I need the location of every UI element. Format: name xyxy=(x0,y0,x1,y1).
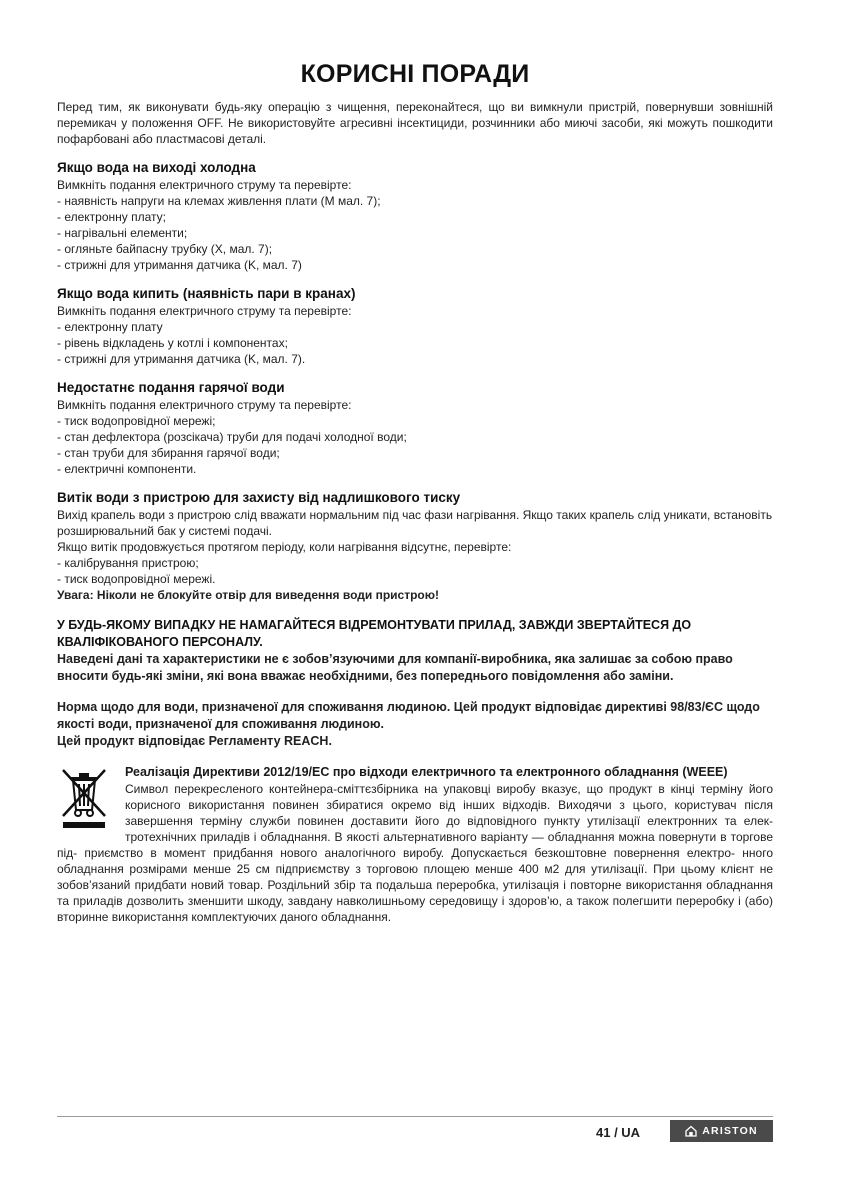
page-content xyxy=(57,60,773,925)
section-line: - тиск водопровідної мережі. xyxy=(57,572,216,586)
section-line: - електронну плату xyxy=(57,320,163,334)
page-number: 41 / UA xyxy=(596,1125,641,1140)
section-line: - стан дефлектора (розсікача) труби для подачі холодної води; xyxy=(57,430,407,444)
brand-name: ARISTON xyxy=(702,1125,758,1137)
page-title: КОРИСНІ ПОРАДИ xyxy=(300,60,530,88)
water-norm-text: Норма щодо для води, призначеної для споживання людиною. Цей продукт відповідає директиві 98/83/ЄС щодо якості води, призначеної для споживання людиною. xyxy=(57,700,760,731)
weee-text: Символ перекресленого контейнера-сміттєзбірника на упаковці виробу вказує, що продукт в кінці терміну його корисного використання повинен збиратися окремо від інших відходів. Виходячи з цього, користувач після завершення терміну служби повинен доставити його до відповідного пункту утилізації електронних та елек- тротехнічних приладів і обладнання. В якості альтернативного варіанту — обладнання можна повернути в торгове під- приємство в момент придбання нового аналогічного виробу. Допускається безкоштовне повернення електро- нного обладнання розмірами менше 25 см підприємству з торговою площею менше 400 м2 для утилізації. При цьому клієнт не зобов’язаний придбати новий товар. Роздільний збір та подальша переробка, утилізація і повторне використання обладнання та приладів дозволить зменшити шкоду, завдану навколишньому середовищу і здоров’ю, а також полегшити переробку і (або) вторинне використання комплектуючих даного обладнання. xyxy=(57,782,773,924)
section-line: Вимкніть подання електричного струму та перевірте: xyxy=(57,178,352,192)
reach-text: Цей продукт відповідає Регламенту REACH. xyxy=(57,734,332,748)
warning-text: Увага: Ніколи не блокуйте отвір для виведення води пристрою! xyxy=(57,588,439,602)
brand-logo xyxy=(670,1120,773,1142)
weee-title: Реалізація Директиви 2012/19/EC про відходи електричного та електронного обладнання (WEEE) xyxy=(125,765,728,779)
section-line: - калібрування пристрою; xyxy=(57,556,199,570)
section-line: Вимкніть подання електричного струму та перевірте: xyxy=(57,398,352,412)
section-line: - стан труби для збирання гарячої води; xyxy=(57,446,280,460)
section-boiling-water xyxy=(57,285,773,367)
section-line: - рівень відкладень у котлі і компонентах; xyxy=(57,336,288,350)
section-line: - стрижні для утримання датчика (K, мал. 7) xyxy=(57,258,302,272)
section-line: Вимкніть подання електричного струму та перевірте: xyxy=(57,304,352,318)
section-line: - тиск водопровідної мережі; xyxy=(57,414,216,428)
section-line: - наявність напруги на клемах живлення плати (M мал. 7); xyxy=(57,194,381,208)
section-insufficient-hot-water xyxy=(57,379,773,477)
section-cold-water xyxy=(57,159,773,273)
disclaimer-text: Наведені дані та характеристики не є зобов’язуючими для компанії-виробника, яка залишає за собою право вносити будь-які зміни, які вона вважає необхідними, без попереднього повідомлення або заміни. xyxy=(57,652,733,683)
section-line: - стрижні для утримання датчика (K, мал. 7). xyxy=(57,352,306,366)
section-heading: Недостатнє подання гарячої води xyxy=(57,380,285,395)
section-line: Вихід крапель води з пристрою слід вважати нормальним під час фази нагрівання. Якщо таких крапель слід уникати, встановіть розширювальний бак у системі подачі. xyxy=(57,508,773,538)
footer-divider xyxy=(57,1116,773,1117)
weee-section xyxy=(57,764,773,925)
section-line: - огляньте байпасну трубку (X, мал. 7); xyxy=(57,242,273,256)
section-line: - електричні компоненти. xyxy=(57,462,197,476)
section-heading: Якщо вода кипить (наявність пари в кранах) xyxy=(57,286,356,301)
section-line: Якщо витік продовжується протягом періоду, коли нагрівання відсутнє, перевірте: xyxy=(57,540,512,554)
section-heading: Витік води з пристрою для захисту від надлишкового тиску xyxy=(57,490,461,505)
house-logo-icon xyxy=(685,1125,697,1137)
repair-notice: У БУДЬ-ЯКОМУ ВИПАДКУ НЕ НАМАГАЙТЕСЯ ВІДРЕМОНТУВАТИ ПРИЛАД, ЗАВЖДИ ЗВЕРТАЙТЕСЯ ДО КВАЛІФІКОВАНОГО ПЕРСОНАЛУ. xyxy=(57,618,692,649)
section-line: - нагрівальні елементи; xyxy=(57,226,188,240)
intro-paragraph: Перед тим, як виконувати будь-яку операцію з чищення, переконайтеся, що ви вимкнули пристрій, повернувши зовнішній перемикач у положення OFF. Не використовуйте агресивні інсектициди, розчинники або миючі засоби, які можуть пошкодити пофарбовані або пластмасові деталі. xyxy=(57,100,773,146)
section-line: - електронну плату; xyxy=(57,210,166,224)
section-pressure-leak xyxy=(57,489,773,603)
section-heading: Якщо вода на виході холодна xyxy=(57,160,256,175)
crossed-out-wheelie-bin-icon xyxy=(57,766,111,830)
